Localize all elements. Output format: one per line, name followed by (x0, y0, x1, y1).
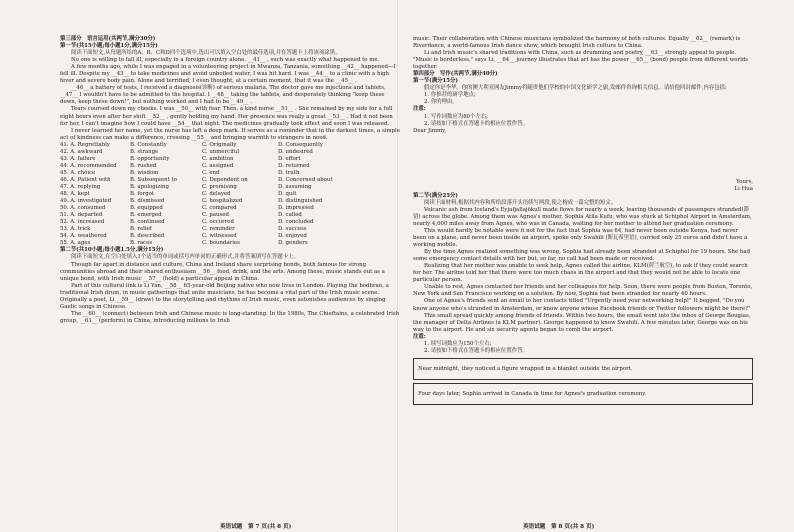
option: D. called (278, 212, 302, 219)
option: B. dismissed (130, 198, 165, 205)
option: C. end (202, 169, 220, 176)
cloze-paragraph: No one is willing to fall ill, especially in a foreign country alone. __41__ , such was exactly what happened to me. (71, 57, 380, 64)
page-8 (413, 36, 753, 405)
option: 45. A. choice (60, 169, 96, 176)
option: C. Originally (202, 141, 237, 148)
note-label: 注意: (413, 106, 426, 113)
option: D. undesired (278, 148, 313, 155)
option: 42. A. awkward (60, 148, 103, 155)
writing-task2-instructions: 阅读下面材料,根据其内容和所给段落开头语续写两段,使之构成一篇完整的短文。 (424, 199, 617, 206)
writing-task1-instructions: 假定你是李华。你的澳大利亚网友Jimmy将随贵他们学校的中国文化研学之旅,发邮件咨询相关信息。请给他回封邮件,内容包括: (424, 85, 727, 92)
part2-instructions: 阅读下面短文,在空白处填入1个适当的单词或括号内单词的正确形式,并将答案填写在答题卡上。 (71, 254, 299, 261)
option: C. delayed (202, 191, 231, 198)
note-item: 1. 续写词数应为150个左右; (424, 340, 492, 347)
story-paragraph: Volcanic ash from Iceland's Eyjafjallajökull made flows for nearly a week, leaving thousands of passengers stranded(滞留) across the globe. Among them was Agnes's mother, Sophia Atila Kufu, who was stuck at Schiphol Airport in Amsterdam, nearly 4,000 miles away from Agnes, who was in Canada, waiting for her mother to attend her graduation ceremony. (413, 206, 752, 227)
option: C. ambition (202, 155, 234, 162)
writing-section-title: 第四部分 写作(共两节,满分40分) (413, 71, 498, 78)
grammar-paragraph: The __60__ (connect) between Irish and Chinese music is long-standing. In the 1980s, The Chieftains, a celebrated Irish group, __61__ (perform) in China, introducing millions to Irish (60, 310, 400, 324)
letter-greeting: Dear Jimmy, (413, 127, 447, 134)
story-paragraph: By the time Agnes realized something was wrong, Sophia had already been stranded at Schiphol for 19 hours. She had some emergency contact details with her but, so far, no call had been made or received. (413, 249, 751, 263)
note-item: 1. 写作词数应为80个左右; (424, 113, 489, 120)
grammar-paragraph: Though far apart in distance and culture, China and Ireland share surprising bonds, both famous for strong communities abroad and their shared enthusiasm __56__ food, drink, and the arts. Among these, music stands out as a unique bond, with Irish music __57__ (hold) a particular appeal in China. (60, 261, 385, 282)
option: B. opportunity (130, 155, 170, 162)
option: C. paused (202, 212, 229, 219)
option: 46. A. Patient with (60, 176, 111, 183)
options-table (60, 142, 400, 248)
letter-signature: Li Hua (734, 185, 753, 192)
option: D. genders (278, 240, 308, 247)
writing-point: 2. 你的理由。 (424, 99, 458, 106)
section-heading: 第三部分 语言运用(共两节,满分30分) (60, 36, 156, 42)
option: 41. A. Regrettably (60, 141, 110, 148)
option: C. assigned (202, 162, 234, 169)
option: B. forgot (130, 191, 155, 198)
option: C. occurred (202, 219, 234, 226)
part2-title: 第二节(共10小题;每小题1.5分,满分15分) (60, 247, 164, 254)
grammar-continued: music. Their collaboration with Chinese musicians symbolized the harmony of both cultures. Equally __62__ (remark) is Riverdance, a world-famous Irish dance show, which brought Irish culture to China. (413, 36, 741, 50)
option: B. apologizing (130, 183, 169, 190)
letter-closing: Yours, (736, 178, 753, 185)
continuation-opening: Four days later, Sophia arrived in Canada in time for Agnes's graduation ceremony. (418, 390, 647, 397)
option: D. assuming (278, 183, 312, 190)
story-paragraph: One of Agnes's friends sent an email to her contacts titled "Urgently need your networking help!" It begged, "Do you know anyone who's stranded in Amsterdam, or know anyone whose Facebook friends or Twitter followers might be there?" (413, 298, 751, 312)
option: 53. A. trick (60, 226, 91, 233)
story-paragraph: This small spread quickly among friends of friends. Within two hours, the email went into the inbox of George Bougias, the manager of Delta Airlines (a KLM partner). George happened to know Swahili. A few minutes later, George was on his way to the airport. He and six security agents began to comb the airport. (413, 312, 751, 333)
option: 52. A. increased (60, 219, 105, 226)
grammar-paragraph: Li and Irish music's shared traditions with China, such as drumming and poetry, __63__ strongly appeal to people. "Music is borderless," says Li, __64__ journey illustrates that art has the power __65__ (bond) people from different worlds together. (413, 50, 749, 71)
grammar-paragraph: Part of this cultural link is Li Yan, __58__ 65-year-old Beijing native who now lives in London. Playing the bodhran, a traditional Irish drum, in music gatherings that unite musicians, he has become a vital part of the Irish music scene. Originally a poet, Li __59__ (draw) to the storytelling and rhythms of Irish music, even astonishes audiences by singing Gaelic songs in Chinese. (60, 282, 389, 310)
option: D. Consequently (278, 141, 323, 148)
option: B. described (130, 233, 165, 240)
option: C. unmerciful (202, 148, 240, 155)
continuation-box (413, 358, 753, 380)
option: 55. A. ages (60, 240, 91, 247)
cloze-paragraph: A few months ago, while I was engaged in a volunteering project in Mwanza, Tanzania, something __42__ happened—I fell ill. Despite my __43__ to take medicines and avoid unboiled water, I was hit hard. I was __44__ to a clinic with a high fever and severe body pain. Alone and terrified, I even thought, at a certain moment, that it was the __45__ . (60, 64, 396, 85)
part1-instructions: 阅读下面短文,从每题所给的A、B、C和D四个选项中,选出可以填入空白处的最佳选项,并在答题卡上将该项涂黑。 (71, 50, 341, 57)
option: 50. A. consumed (60, 205, 106, 212)
continuation-opening: Near midnight, they noticed a figure wrapped in a blanket outside the airport. (418, 365, 633, 372)
story-paragraph: This would hardly be notable were it not for the fact that Sophia was 64, had never been outside Kenya, had never been on a plane, and never been inside an airport, spoke only Swahili (斯瓦希里语), carried only 25 euros and didn't have a working mobile. (413, 227, 748, 249)
option: B. continued (130, 219, 165, 226)
part1-title: 第一节(共15小题;每小题1分,满分15分) (60, 43, 158, 50)
page-7 (60, 36, 400, 325)
option: D. success (278, 226, 307, 233)
option: C. compared (202, 205, 237, 212)
note-label: 注意: (413, 333, 426, 340)
option: B. wisdom (130, 169, 159, 176)
option: D. impressed (278, 205, 314, 212)
option: B. Constantly (130, 141, 167, 148)
writing-task2-title: 第二节(满分25分) (413, 192, 458, 199)
option: B. relief (130, 226, 152, 233)
cloze-paragraph: __46__ a battery of tests, I received a diagnosis(诊断) of serious malaria. The doctor gave me injections and tablets, __47__ I wouldn't have to be admitted to the hospital. I __48__ taking the tablets, and desperately thinking "keep these down, keep these down!", but nothing worked and I had to be __49__ . (60, 85, 386, 106)
option: 49. A. investigated (60, 198, 112, 205)
option: 47. A. replying (60, 183, 101, 190)
writing-point: 1. 你推荐的研学地点; (424, 92, 476, 99)
option: C. reminder (202, 226, 235, 233)
option: B. Subsequent to (130, 176, 177, 183)
story-paragraph: Realizing that her mother was unable to seek help, Agnes called the airline, KLM(荷兰航空), to ask if they could search for her. The airline told her that there were too much chaos in the airport and that they would not be able to locate one particular person. (413, 263, 748, 284)
note-item: 2. 请按如下格式在答题卡的相应位置作答。 (424, 120, 528, 127)
story-paragraph: Unable to rest, Agnes contacted her friends and her colleagues for help. Soon, there were people from Boston, Toronto, New York and San Francisco working on a solution. By now, Sophia had been stranded for nearly 40 hours. (413, 284, 753, 298)
option: B. races (130, 240, 153, 247)
page-footer-right: 英语试题 第 8 页(共 8 页) (523, 524, 595, 530)
option: 48. A. kept (60, 191, 90, 198)
option: D. returned (278, 162, 310, 169)
option: D. effort (278, 155, 301, 162)
option: B. rushed (130, 162, 157, 169)
option: B. equipped (130, 205, 163, 212)
continuation-box (413, 383, 753, 405)
option: D. concluded (278, 219, 314, 226)
option: 43. A. failure (60, 155, 96, 162)
option: 54. A. weathered (60, 233, 107, 240)
option: B. emerged (130, 212, 162, 219)
cloze-paragraph: Tears coursed down my cheeks. I was __50__ with fear. Then, a kind nurse __51__ . She remained by my side for a full eight hours even after her shift __52__ , gently holding my hand. Her presence was really a great __53__ . Had it not been for her, I can't imagine how I could have __54__ that night. The medicines gradually took effect and soon I was released. (60, 106, 393, 127)
cloze-paragraph: I never learned her name, yet the nurse has left a deep mark. It serves as a reminder that in the darkest times, a simple act of kindness can make a difference, crossing __55__ and bringing warmth to strangers in need. (60, 127, 400, 141)
option: D. distinguished (278, 198, 323, 205)
option: D. quit (278, 191, 297, 198)
letter-writing-space (413, 135, 753, 179)
option: D. Concerned about (278, 176, 333, 183)
option: C. witnessed (202, 233, 237, 240)
option: C. Dependent on (202, 176, 248, 183)
option: D. enjoyed (278, 233, 307, 240)
option: 44. A. recommended (60, 162, 117, 169)
note-item: 2. 请按如下格式在答题卡的相应位置作答。 (424, 347, 528, 354)
writing-task1-title: 第一节(满分15分) (413, 78, 458, 85)
option: D. truth (278, 169, 300, 176)
option: C. promising (202, 183, 237, 190)
option: C. boundaries (202, 240, 240, 247)
option: C. hospitalized (202, 198, 243, 205)
option: B. strange (130, 148, 159, 155)
option: 51. A. departed (60, 212, 103, 219)
page-footer-left: 英语试题 第 7 页(共 8 页) (220, 524, 292, 530)
